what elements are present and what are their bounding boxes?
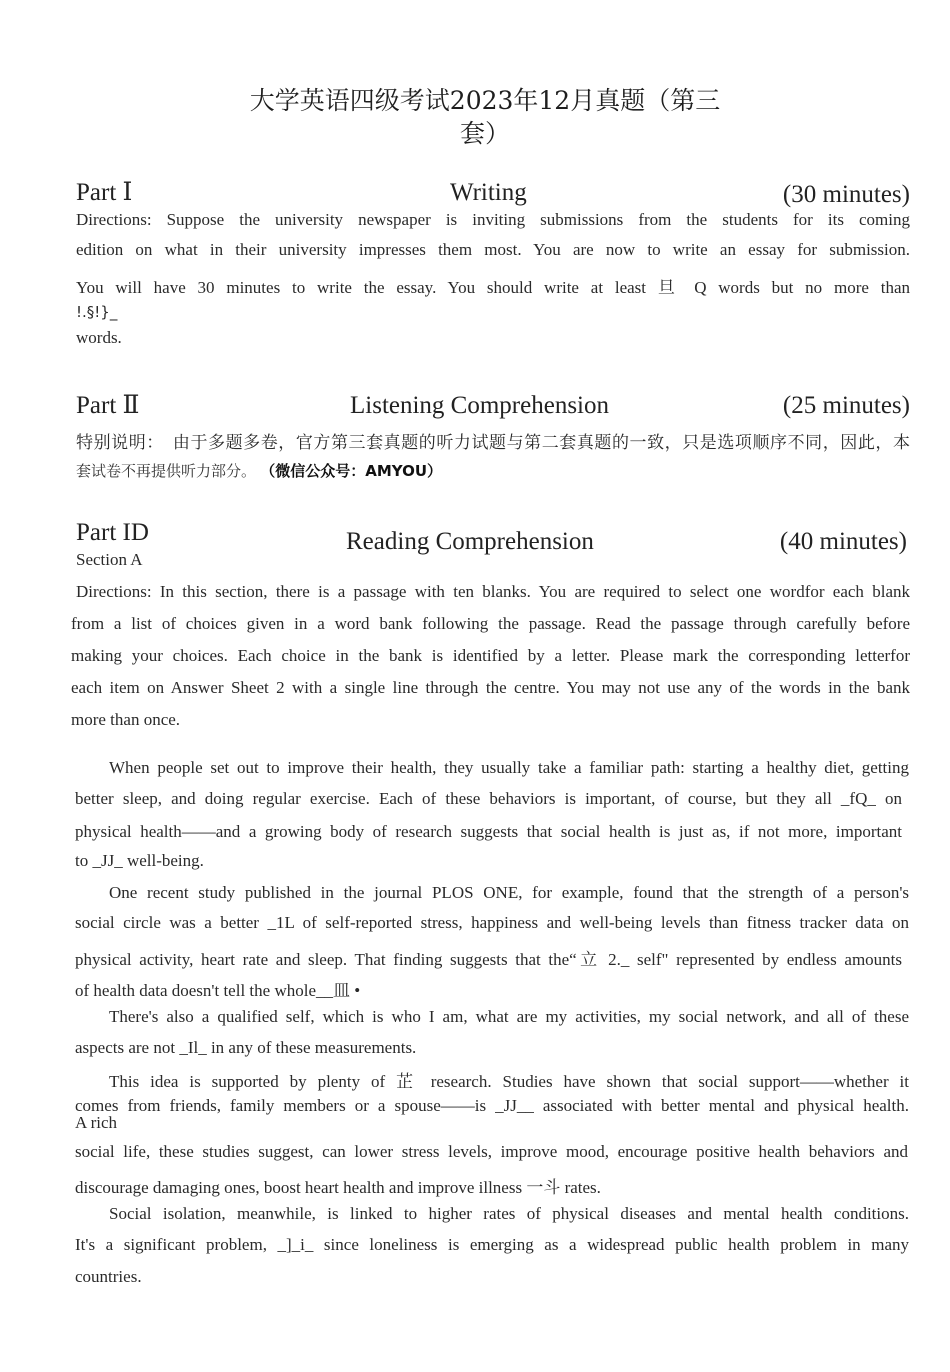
part3-directions-line-4: each item on Answer Sheet 2 with a single line through the centre. You may not use any of the words in the bank bbox=[71, 678, 910, 697]
part2-note-line-2-wrap bbox=[76, 460, 442, 481]
passage-p2-line-2: social circle was a better _1L of self-reported stress, happiness and well-being levels than fitness tracker data on bbox=[75, 913, 909, 932]
part1-label: Part Ⅰ bbox=[76, 179, 133, 206]
part2-note-bold: （微信公众号：AMYOU） bbox=[260, 462, 443, 480]
part3-directions-line-5: more than once. bbox=[71, 710, 181, 729]
part3-directions-line-1: Directions: In this section, there is a passage with ten blanks. You are required to select one wordfor each blank bbox=[76, 582, 910, 601]
part2-note-line-2: 套试卷不再提供听力部分。 bbox=[76, 462, 257, 480]
part3-section: Section A bbox=[76, 550, 143, 569]
passage-p2-line-1: One recent study published in the journal PLOS ONE, for example, found that the strength of a person's bbox=[109, 883, 909, 902]
part1-directions-line-1: Directions: Suppose the university newspaper is inviting submissions from the students for its coming bbox=[76, 210, 910, 229]
part3-directions-line-3: making your choices. Each choice in the bank is identified by a letter. Please mark the corresponding letterfor bbox=[71, 646, 910, 665]
part1-directions-line-4: !.§!}_ bbox=[76, 303, 118, 321]
part1-directions-line-5: words. bbox=[76, 328, 122, 347]
passage-p4-line-5: discourage damaging ones, boost heart health and improve illness 一斗 rates. bbox=[75, 1178, 601, 1197]
passage-p1-line-1: When people set out to improve their health, they usually take a familiar path: starting a healthy diet, getting bbox=[109, 758, 909, 777]
part2-time: (25 minutes) bbox=[782, 392, 910, 419]
passage-p5-line-2: It's a significant problem, _]_i_ since loneliness is emerging as a widespread public health problem in many bbox=[75, 1235, 909, 1254]
passage-p4-line-1: This idea is supported by plenty of 芷 research. Studies have shown that social support——whether it bbox=[109, 1072, 909, 1091]
part1-name: Writing bbox=[450, 179, 527, 206]
document-title bbox=[150, 84, 820, 150]
part1-directions-line-3: You will have 30 minutes to write the essay. You should write at least 旦 Q words but no more than bbox=[76, 278, 910, 297]
part2-note-line-1: 特别说明： 由于多题多卷，官方第三套真题的听力试题与第二套真题的一致，只是选项顺序不同，因此，本 bbox=[76, 433, 910, 453]
passage-p4-line-3: A rich bbox=[75, 1113, 118, 1132]
passage-p3-line-1: There's also a qualified self, which is who I am, what are my activities, my social network, and all of these bbox=[109, 1007, 909, 1026]
part3-time: (40 minutes) bbox=[779, 528, 907, 555]
part1-time: (30 minutes) bbox=[782, 181, 910, 208]
passage-p5-line-1: Social isolation, meanwhile, is linked to higher rates of physical diseases and mental health conditions. bbox=[109, 1204, 909, 1223]
part3-label: Part ID bbox=[76, 519, 149, 546]
title-line-2: 套） bbox=[459, 119, 510, 148]
passage-p1-line-4: to _JJ_ well-being. bbox=[75, 851, 204, 870]
passage-p4-line-2: comes from friends, family members or a spouse——is _JJ__ associated with better mental and physical health. bbox=[75, 1096, 909, 1115]
part1-directions-line-2: edition on what in their university impresses them most. You are now to write an essay for submission. bbox=[76, 240, 910, 259]
part3-directions-line-2: from a list of choices given in a word bank following the passage. Read the passage through carefully before bbox=[71, 614, 910, 633]
passage-p5-line-3: countries. bbox=[75, 1267, 142, 1286]
passage-p1-line-3: physical health——and a growing body of research suggests that social health is just as, if not more, important bbox=[75, 822, 902, 841]
passage-p2-line-4: of health data doesn't tell the whole__皿 • bbox=[75, 981, 361, 1000]
passage-p2-line-3: physical activity, heart rate and sleep. That finding suggests that the“立 2._ self" represented by endless amounts bbox=[75, 950, 902, 969]
passage-p1-line-2: better sleep, and doing regular exercise. Each of these behaviors is important, of course, but they all _fQ_ on bbox=[75, 789, 902, 808]
title-line-1: 大学英语四级考试2023年12月真题（第三 bbox=[249, 86, 721, 115]
passage-p3-line-2: aspects are not _Il_ in any of these measurements. bbox=[75, 1038, 417, 1057]
part2-name: Listening Comprehension bbox=[350, 392, 609, 419]
part3-name: Reading Comprehension bbox=[346, 528, 594, 555]
part2-label: Part Ⅱ bbox=[76, 392, 140, 419]
passage-p4-line-4: social life, these studies suggest, can lower stress levels, improve mood, encourage positive health behaviors and bbox=[75, 1142, 908, 1161]
